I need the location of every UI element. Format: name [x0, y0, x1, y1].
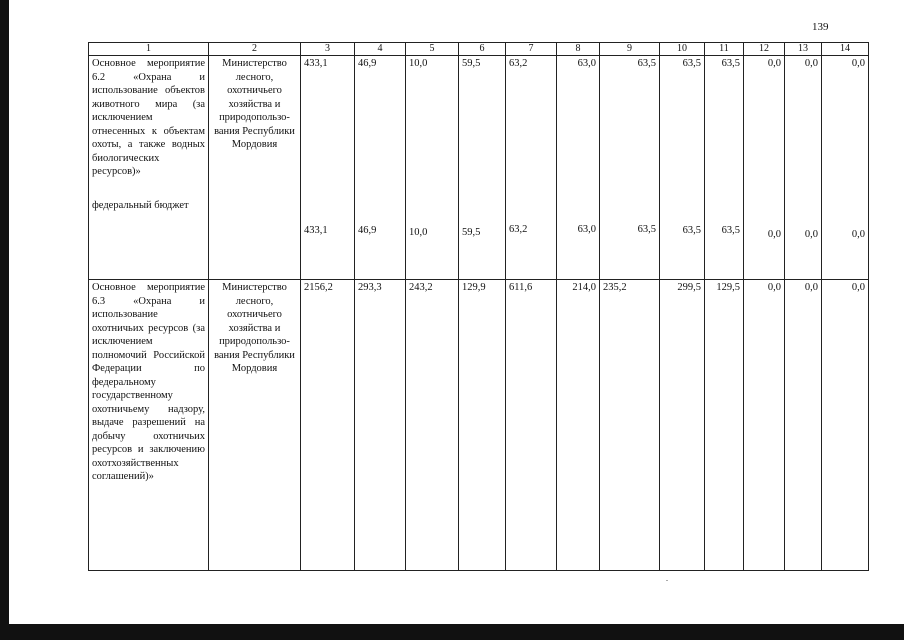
value-cell	[744, 56, 785, 280]
header-cell: 4	[355, 43, 406, 56]
header-cell: 8	[557, 43, 600, 56]
value-federal: 63,5	[682, 225, 701, 236]
value-total: 433,1	[304, 58, 328, 69]
value-cell	[822, 280, 869, 571]
scan-speck	[666, 580, 668, 581]
value-cell	[660, 56, 705, 280]
value-total: 293,3	[358, 282, 382, 293]
value-federal: 46,9	[358, 225, 377, 236]
measure-description: Основное мероприятие 6.2 «Охрана и использование объектов животного мира (за исключением отнесенных к объектам охоты, а также водных биологических ресурсов)»	[92, 58, 205, 177]
value-cell	[557, 280, 600, 571]
value-total: 299,5	[677, 282, 701, 293]
value-total: 63,5	[682, 58, 701, 69]
value-total: 611,6	[509, 282, 533, 293]
value-cell	[355, 56, 406, 280]
header-cell: 1	[89, 43, 209, 56]
value-federal: 63,5	[637, 224, 656, 235]
value-total: 10,0	[409, 58, 428, 69]
value-total: 0,0	[767, 282, 781, 293]
value-total: 63,2	[509, 58, 528, 69]
value-cell	[705, 56, 744, 280]
value-cell	[406, 280, 459, 571]
value-federal: 433,1	[304, 225, 328, 236]
value-total: 46,9	[358, 58, 377, 69]
value-cell	[301, 56, 355, 280]
value-cell	[822, 56, 869, 280]
header-cell: 10	[660, 43, 705, 56]
value-total: 235,2	[603, 282, 627, 293]
value-cell	[660, 280, 705, 571]
value-federal: 59,5	[462, 227, 481, 238]
page-number: 139	[812, 21, 829, 33]
measure-description: Основное мероприятие 6.3 «Охрана и использование охотничьих ресурсов (за исключением полномочий Российской Федерации по федеральному государственному охотничьему надзору, выдаче разрешений на добычу охотничьих ресурсов и заключению охотхозяйственных соглашений)»	[89, 280, 209, 571]
value-total: 0,0	[804, 58, 818, 69]
value-federal: 0,0	[767, 229, 781, 240]
value-total: 0,0	[851, 58, 865, 69]
value-total: 0,0	[804, 282, 818, 293]
header-cell: 13	[785, 43, 822, 56]
value-federal: 63,0	[577, 224, 596, 235]
header-cell: 2	[209, 43, 301, 56]
value-total: 63,5	[721, 58, 740, 69]
budget-table	[88, 42, 869, 571]
value-cell	[506, 280, 557, 571]
header-cell: 9	[600, 43, 660, 56]
value-cell	[557, 56, 600, 280]
executor-cell: Министерство лесного, охотничьего хозяйства и природопользо- вания Республики Мордовия	[209, 280, 301, 571]
header-cell: 5	[406, 43, 459, 56]
value-total: 0,0	[767, 58, 781, 69]
value-cell	[301, 280, 355, 571]
value-cell	[506, 56, 557, 280]
value-cell	[600, 56, 660, 280]
table-row	[89, 280, 869, 571]
value-cell	[355, 280, 406, 571]
value-cell	[459, 280, 506, 571]
header-cell: 3	[301, 43, 355, 56]
scan-bottom-edge	[0, 624, 904, 640]
value-total: 129,5	[716, 282, 740, 293]
value-total: 0,0	[851, 282, 865, 293]
value-cell	[459, 56, 506, 280]
table-row	[89, 56, 869, 280]
value-total: 214,0	[572, 282, 596, 293]
federal-budget-label: федеральный бюджет	[92, 199, 189, 211]
header-cell: 11	[705, 43, 744, 56]
executor-cell: Министерство лесного, охотничьего хозяйства и природопользо- вания Республики Мордовия	[209, 56, 301, 280]
value-total: 63,0	[577, 58, 596, 69]
header-cell: 6	[459, 43, 506, 56]
value-total: 243,2	[409, 282, 433, 293]
value-cell	[705, 280, 744, 571]
value-federal: 0,0	[804, 229, 818, 240]
value-cell	[744, 280, 785, 571]
value-cell	[785, 56, 822, 280]
header-cell: 14	[822, 43, 869, 56]
value-total: 63,5	[637, 58, 656, 69]
header-cell: 7	[506, 43, 557, 56]
measure-description-cell	[89, 56, 209, 280]
value-total: 129,9	[462, 282, 486, 293]
header-row	[89, 43, 869, 56]
value-cell	[406, 56, 459, 280]
value-cell	[600, 280, 660, 571]
header-cell: 12	[744, 43, 785, 56]
value-total: 59,5	[462, 58, 481, 69]
value-federal: 0,0	[851, 229, 865, 240]
scan-left-edge	[0, 0, 9, 640]
value-federal: 63,2	[509, 224, 528, 235]
value-total: 2156,2	[304, 282, 333, 293]
value-cell	[785, 280, 822, 571]
value-federal: 63,5	[721, 225, 740, 236]
value-federal: 10,0	[409, 227, 428, 238]
